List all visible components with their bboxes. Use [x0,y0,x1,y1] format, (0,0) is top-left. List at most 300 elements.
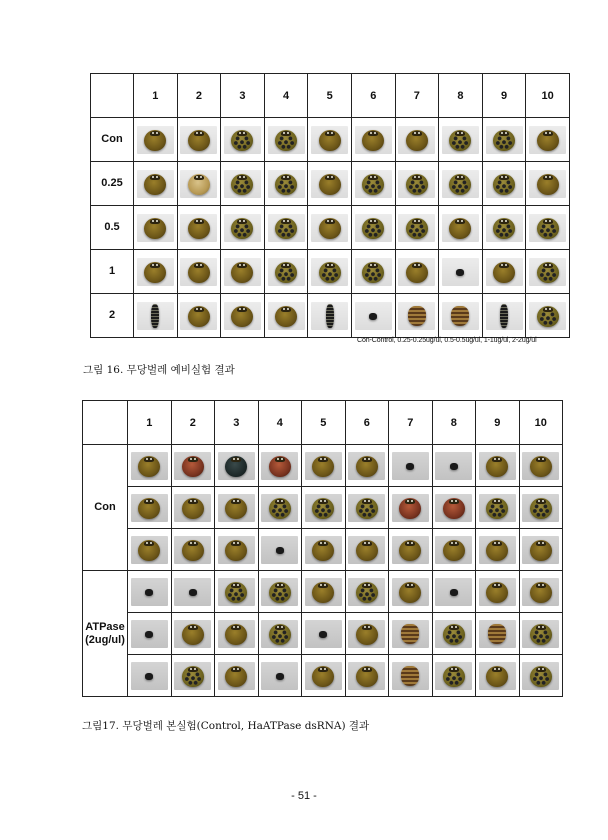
table-row [91,294,570,338]
ladybug-photo-shrivel [398,302,435,330]
group-label: Con [83,445,128,571]
photo-cell [171,445,215,487]
ladybug-photo-speck [174,578,211,606]
ladybug-icon [530,624,552,645]
ladybug-photo-speck [392,452,429,480]
photo-cell [302,613,346,655]
ladybug-photo-spotted [522,494,559,522]
photo-cell [308,162,352,206]
ladybug-icon [401,624,419,644]
photo-cell [258,445,302,487]
photo-cell [302,487,346,529]
photo-cell [439,250,483,294]
ladybug-photo-spotted [268,126,305,154]
ladybug-icon [443,624,465,645]
photo-cell [389,487,433,529]
ladybug-icon [443,540,465,561]
photo-cell [302,445,346,487]
photo-cell [264,250,308,294]
photo-cell [345,529,389,571]
ladybug-icon [449,130,471,151]
photo-cell [351,294,395,338]
ladybug-icon [182,666,204,687]
ladybug-photo [131,452,168,480]
ladybug-icon [151,304,159,328]
ladybug-icon [275,174,297,195]
ladybug-icon [145,673,153,680]
photo-cell [432,655,476,697]
photo-cell [171,529,215,571]
ladybug-icon [188,174,210,195]
ladybug-icon [144,174,166,195]
ladybug-icon [312,540,334,561]
photo-cell [395,294,439,338]
column-header: 10 [526,74,570,118]
column-header: 2 [177,74,221,118]
column-header: 5 [302,401,346,445]
ladybug-photo [522,536,559,564]
ladybug-icon [493,262,515,283]
ladybug-photo [348,536,385,564]
photo-cell [177,162,221,206]
page-number: - 51 - [291,790,317,802]
corner-cell [83,401,128,445]
photo-cell [177,294,221,338]
table-row [91,162,570,206]
ladybug-icon [408,306,426,326]
ladybug-photo-speck [261,536,298,564]
ladybug-photo [486,258,523,286]
ladybug-photo-spotted [398,170,435,198]
column-header: 9 [482,74,526,118]
ladybug-icon [188,306,210,327]
ladybug-photo-speck [131,662,168,690]
corner-cell [91,74,134,118]
ladybug-photo-spotted [224,170,261,198]
ladybug-icon [225,540,247,561]
ladybug-photo-speck [442,258,479,286]
photo-cell [221,118,265,162]
photo-cell [302,571,346,613]
ladybug-icon [225,582,247,603]
photo-cell [128,571,172,613]
table-row [83,445,563,487]
ladybug-photo [218,620,255,648]
ladybug-photo [398,258,435,286]
ladybug-photo-shrivel [392,620,429,648]
ladybug-icon [225,498,247,519]
figure17-table [82,400,563,697]
ladybug-photo-speck [261,662,298,690]
ladybug-photo-spotted [224,214,261,242]
ladybug-photo-red [261,452,298,480]
ladybug-photo [137,170,174,198]
row-label: 1 [91,250,134,294]
photo-cell [128,487,172,529]
ladybug-icon [356,498,378,519]
ladybug-icon [225,624,247,645]
ladybug-photo [174,494,211,522]
ladybug-photo [479,536,516,564]
photo-cell [395,118,439,162]
ladybug-photo-spotted [529,302,566,330]
photo-cell [476,613,520,655]
column-header: 6 [351,74,395,118]
ladybug-photo [348,452,385,480]
photo-cell [345,487,389,529]
table-row [91,206,570,250]
ladybug-photo-spotted [529,214,566,242]
ladybug-icon [406,262,428,283]
ladybug-photo [131,536,168,564]
photo-cell [345,655,389,697]
ladybug-icon [189,589,197,596]
ladybug-photo-spotted [435,620,472,648]
ladybug-icon [269,456,291,477]
ladybug-photo-spotted [261,494,298,522]
row-label: 2 [91,294,134,338]
photo-cell [395,206,439,250]
figure16-caption: 그림 16. 무당벌레 예비실험 결과 [83,364,235,376]
photo-cell [432,487,476,529]
photo-cell [351,250,395,294]
ladybug-icon [144,130,166,151]
ladybug-photo [224,302,261,330]
table-row [83,487,563,529]
photo-cell [389,445,433,487]
ladybug-photo-spotted [486,126,523,154]
ladybug-icon [537,262,559,283]
ladybug-icon [326,304,334,328]
ladybug-icon [530,582,552,603]
photo-cell [476,445,520,487]
ladybug-photo [442,214,479,242]
figure16-legend: Con-Control, 0.25-0.25ug/ul, 0.5-0.5ug/ul, 1-1ug/ul, 2-2ug/ul [357,337,537,344]
table-row [83,655,563,697]
photo-cell [526,118,570,162]
photo-cell [215,571,259,613]
group-label: ATPase (2ug/ul) [83,571,128,697]
photo-cell [519,487,563,529]
ladybug-photo [174,620,211,648]
ladybug-icon [486,498,508,519]
figure16-table [90,73,570,338]
photo-cell [351,118,395,162]
photo-cell [177,118,221,162]
ladybug-icon [537,130,559,151]
photo-cell [476,487,520,529]
ladybug-icon [493,130,515,151]
ladybug-photo [522,452,559,480]
ladybug-icon [356,540,378,561]
ladybug-photo-speck [435,452,472,480]
photo-cell [351,206,395,250]
photo-cell [258,529,302,571]
ladybug-icon [275,306,297,327]
ladybug-icon [356,456,378,477]
photo-cell [439,206,483,250]
ladybug-icon [362,174,384,195]
ladybug-photo-spotted [268,170,305,198]
ladybug-photo-dark [218,452,255,480]
photo-cell [389,571,433,613]
ladybug-icon [138,498,160,519]
photo-cell [482,294,526,338]
ladybug-photo [479,662,516,690]
ladybug-icon [356,624,378,645]
ladybug-icon [231,130,253,151]
ladybug-photo [479,578,516,606]
photo-cell [526,162,570,206]
ladybug-photo-spotted [268,258,305,286]
photo-cell [221,294,265,338]
photo-cell [258,571,302,613]
column-header: 5 [308,74,352,118]
ladybug-photo-spotted [348,578,385,606]
ladybug-icon [275,262,297,283]
ladybug-photo-shrivel [392,662,429,690]
ladybug-photo [522,578,559,606]
ladybug-icon [312,666,334,687]
photo-cell [439,162,483,206]
ladybug-photo [180,214,217,242]
ladybug-icon [449,174,471,195]
ladybug-icon [530,456,552,477]
ladybug-photo-spotted [305,494,342,522]
column-header: 8 [432,401,476,445]
ladybug-photo-spotted [224,126,261,154]
photo-cell [171,613,215,655]
ladybug-photo-spotted [435,662,472,690]
header-row [83,401,563,445]
ladybug-icon [275,218,297,239]
ladybug-icon [182,456,204,477]
photo-cell [389,655,433,697]
ladybug-photo [529,170,566,198]
ladybug-photo-spotted [522,620,559,648]
ladybug-icon [145,631,153,638]
photo-cell [177,206,221,250]
ladybug-icon [188,262,210,283]
ladybug-icon [188,218,210,239]
ladybug-photo-shrivel [442,302,479,330]
ladybug-icon [319,631,327,638]
ladybug-icon [450,589,458,596]
photo-cell [171,487,215,529]
photo-cell [482,206,526,250]
ladybug-photo-spotted [311,258,348,286]
photo-cell [128,445,172,487]
ladybug-icon [486,456,508,477]
photo-cell [177,250,221,294]
ladybug-photo [355,126,392,154]
ladybug-icon [231,174,253,195]
photo-cell [128,529,172,571]
ladybug-photo [218,494,255,522]
ladybug-icon [231,262,253,283]
photo-cell [221,250,265,294]
photo-cell [351,162,395,206]
photo-cell [345,613,389,655]
ladybug-icon [188,130,210,151]
ladybug-photo-larva [137,302,174,330]
column-header: 9 [476,401,520,445]
ladybug-icon [488,624,506,644]
ladybug-icon [182,498,204,519]
ladybug-photo [180,126,217,154]
ladybug-icon [276,547,284,554]
ladybug-icon [319,130,341,151]
photo-cell [221,206,265,250]
ladybug-photo [435,536,472,564]
photo-cell [395,162,439,206]
column-header: 10 [519,401,563,445]
photo-cell [519,571,563,613]
photo-cell [389,529,433,571]
ladybug-icon [312,582,334,603]
photo-cell [308,206,352,250]
photo-cell [215,487,259,529]
ladybug-photo-speck [131,578,168,606]
photo-cell [134,294,178,338]
column-header: 2 [171,401,215,445]
ladybug-icon [276,673,284,680]
ladybug-photo [180,302,217,330]
ladybug-photo [131,494,168,522]
ladybug-icon [145,589,153,596]
column-header: 1 [128,401,172,445]
ladybug-icon [450,463,458,470]
photo-cell [526,294,570,338]
photo-cell [395,250,439,294]
ladybug-photo [348,620,385,648]
photo-cell [476,655,520,697]
row-label: 0.25 [91,162,134,206]
ladybug-photo-shrivel [479,620,516,648]
photo-cell [482,162,526,206]
ladybug-photo [479,452,516,480]
ladybug-photo-speck [131,620,168,648]
photo-cell [345,445,389,487]
ladybug-icon [356,666,378,687]
ladybug-photo-speck [355,302,392,330]
photo-cell [519,445,563,487]
photo-cell [215,445,259,487]
column-header: 7 [389,401,433,445]
ladybug-icon [269,498,291,519]
ladybug-photo-spotted [355,214,392,242]
ladybug-photo [311,214,348,242]
ladybug-icon [319,218,341,239]
ladybug-photo-spotted [348,494,385,522]
ladybug-photo [137,126,174,154]
ladybug-photo [305,536,342,564]
ladybug-photo-spotted [218,578,255,606]
ladybug-icon [406,130,428,151]
ladybug-icon [443,498,465,519]
photo-cell [432,445,476,487]
ladybug-photo [218,662,255,690]
ladybug-photo-spotted [529,258,566,286]
ladybug-icon [269,624,291,645]
ladybug-photo-red [174,452,211,480]
table-row [91,118,570,162]
row-label: 0.5 [91,206,134,250]
ladybug-photo-red [435,494,472,522]
ladybug-photo-spotted [486,170,523,198]
ladybug-icon [537,306,559,327]
ladybug-icon [530,498,552,519]
ladybug-photo [392,578,429,606]
photo-cell [134,162,178,206]
ladybug-photo-larva [311,302,348,330]
column-header: 6 [345,401,389,445]
photo-cell [128,655,172,697]
ladybug-icon [451,306,469,326]
photo-cell [308,118,352,162]
ladybug-icon [362,218,384,239]
photo-cell [258,655,302,697]
photo-cell [264,162,308,206]
ladybug-icon [275,130,297,151]
ladybug-photo [224,258,261,286]
photo-cell [476,571,520,613]
ladybug-photo [174,536,211,564]
ladybug-icon [406,463,414,470]
photo-cell [134,206,178,250]
ladybug-photo-spotted [479,494,516,522]
ladybug-icon [530,540,552,561]
ladybug-icon [369,313,377,320]
photo-cell [171,655,215,697]
column-header: 4 [258,401,302,445]
ladybug-icon [269,582,291,603]
ladybug-icon [182,540,204,561]
photo-cell [264,118,308,162]
ladybug-icon [362,130,384,151]
ladybug-icon [493,174,515,195]
column-header: 4 [264,74,308,118]
photo-cell [526,250,570,294]
header-row [91,74,570,118]
table-row [83,613,563,655]
column-header: 1 [134,74,178,118]
ladybug-photo [529,126,566,154]
photo-cell [128,613,172,655]
photo-cell [215,655,259,697]
ladybug-photo [305,578,342,606]
photo-cell [134,118,178,162]
ladybug-icon [144,218,166,239]
ladybug-icon [144,262,166,283]
ladybug-photo [137,214,174,242]
ladybug-photo-pale [180,170,217,198]
column-header: 3 [221,74,265,118]
ladybug-photo-speck [305,620,342,648]
ladybug-icon [486,666,508,687]
photo-cell [221,162,265,206]
photo-cell [432,571,476,613]
row-label: Con [91,118,134,162]
ladybug-photo-spotted [398,214,435,242]
ladybug-icon [231,218,253,239]
table-row [83,529,563,571]
column-header: 3 [215,401,259,445]
ladybug-icon [138,540,160,561]
ladybug-icon [401,666,419,686]
ladybug-photo [137,258,174,286]
ladybug-photo-spotted [174,662,211,690]
